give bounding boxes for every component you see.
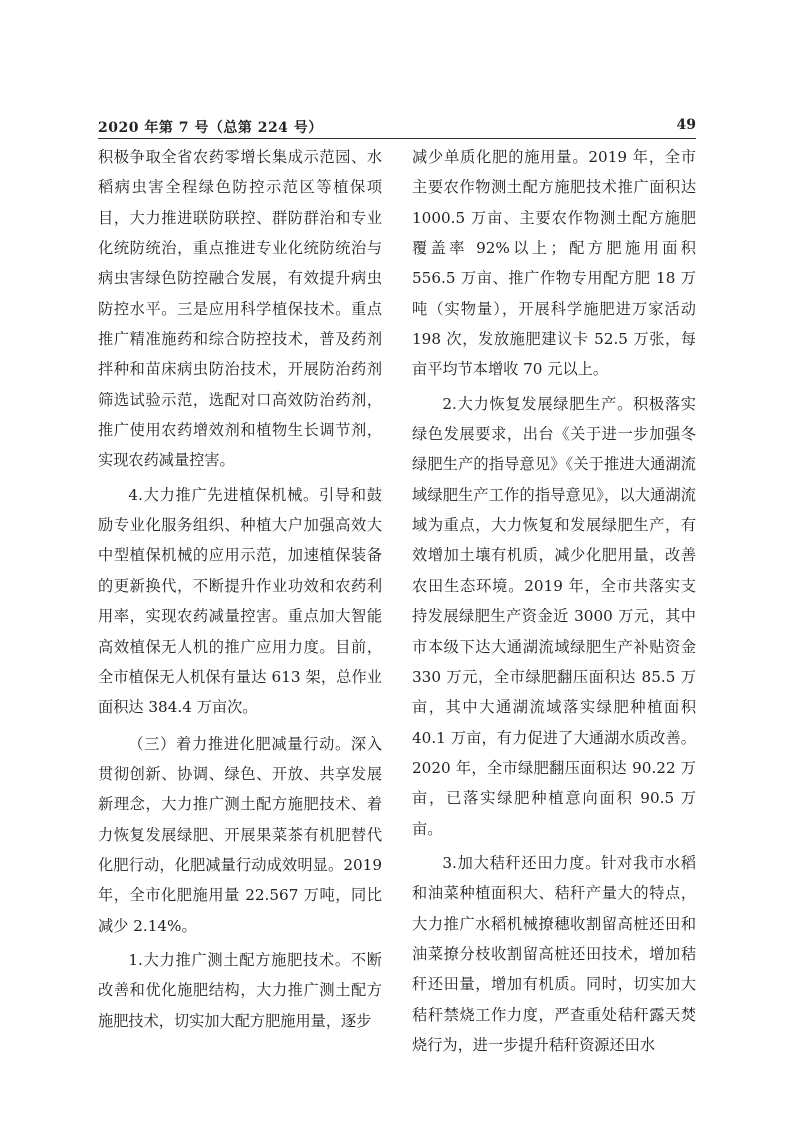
left-column: [98, 142, 382, 1036]
section-body: 深入贯彻创新、协调、绿色、开放、共享发展新理念，大力推广测土配方施肥技术、着力恢复发展绿肥、开展果菜茶有机肥替代化肥行动，化肥减量行动成效明显。2019 年，全市化肥施用量 22.567 万吨，同比减少 2.14%。: [98, 734, 383, 935]
right-column: [412, 142, 696, 1060]
paragraph: 积极争取全省农药零增长集成示范园、水稻病虫害全程绿色防控示范区等植保项目，大力推进联防联控、群防群治和专业化统防统治，重点推进专业化统防统治与病虫害绿色防控融合发展，有效提升病虫防控水平。三是应用科学植保技术。重点推广精准施药和综合防控技术，普及药剂拌种和苗床病虫防治技术，开展防治药剂筛选试验示范，选配对口高效防治药剂，推广使用农药增效剂和植物生长调节剂，实现农药减量控害。: [98, 148, 382, 470]
paragraph: 1.大力推广测土配方施肥技术。不断改善和优化施肥结构，大力推广测土配方施肥技术，切实加大配方肥施用量，逐步: [98, 950, 382, 1030]
paragraph: 2.大力恢复发展绿肥生产。积极落实绿色发展要求，出台《关于进一步加强冬绿肥生产的指导意见》《关于推进大通湖流域绿肥生产工作的指导意见》，以大通湖流域为重点，大力恢复和发展绿肥生产，有效增加土壤有机质，减少化肥用量，改善农田生态环境。2019 年，全市共落实支持发展绿肥生产资金近 3000 万元，其中市本级下达大通湖流域绿肥生产补贴资金 330 万元，全市绿肥翻压面积达 85.5 万亩，其中大通湖流域落实绿肥种植面积 40.1 万亩，有力促进了大通湖水质改善。2020 年，全市绿肥翻压面积达 90.22 万亩，已落实绿肥种植意向面积 90.5 万亩。: [412, 394, 696, 838]
page-number: 49: [676, 117, 696, 133]
running-header: [98, 117, 696, 139]
section-heading: （三）着力推进化肥减量行动。: [128, 734, 351, 753]
section-paragraph: [98, 729, 382, 941]
issue-label: 2020 年第 7 号（总第 224 号）: [98, 120, 323, 136]
paragraph: 4.大力推广先进植保机械。引导和鼓励专业化服务组织、种植大户加强高效大中型植保机械的应用示范，加速植保装备的更新换代，不断提升作业功效和农药利用率，实现农药减量控害。重点加大智能高效植保无人机的推广应用力度。目前，全市植保无人机保有量达 613 架，总作业面积达 384.4 万亩次。: [98, 485, 382, 717]
paragraph: 减少单质化肥的施用量。2019 年，全市主要农作物测土配方施肥技术推广面积达 1000.5 万亩、主要农作物测土配方施肥覆盖率 92%以上；配方肥施用面积 556.5 万亩、推广作物专用配方肥 18 万吨（实物量），开展科学施肥进万家活动 198 次，发放施肥建议卡 52.5 万张，每亩平均节本增收 70 元以上。: [412, 148, 696, 379]
paragraph: 3.加大秸秆还田力度。针对我市水稻和油菜种植面积大、秸秆产量大的特点，大力推广水稻机械撩穗收割留高桩还田和油菜撩分枝收割留高桩还田技术，增加秸秆还田量，增加有机质。同时，切实加大秸秆禁烧工作力度，严查重处秸秆露天焚烧行为，进一步提升秸秆资源还田水: [412, 853, 696, 1054]
header-rule: [98, 138, 696, 139]
